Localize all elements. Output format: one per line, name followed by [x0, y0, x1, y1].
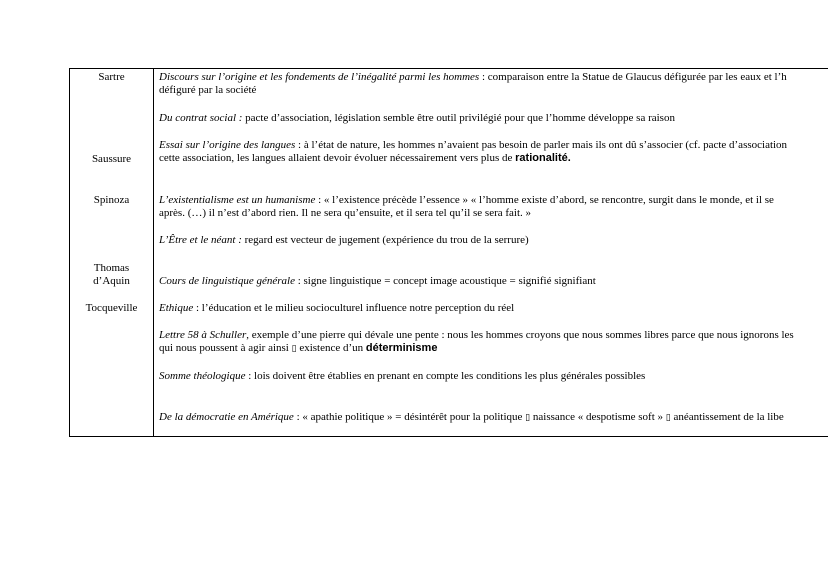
entry-title: Du contrat social : — [159, 112, 243, 124]
entry-ethique: Ethique : l’éducation et le milieu socioculturel influence notre perception du réel — [159, 302, 515, 314]
entry-title: Ethique — [159, 302, 194, 314]
entry-title: L’Être et le néant : — [159, 234, 242, 246]
column-divider — [153, 68, 154, 437]
name-tocqueville: Tocqueville — [85, 302, 138, 314]
entry-existentialisme: L’existentialisme est un humanisme : « l’existence précède l’essence » « l’homme existe d’abord, se rencontre, surgit dans le monde, et il se après. (…) il n’est d’abord rien. Il ne sera qu’ensuite, et il sera tel qu’il se sera fait. » — [159, 194, 774, 219]
name-sartre: Sartre — [98, 71, 125, 83]
entry-title: Lettre 58 à Schuller — [159, 329, 247, 341]
entry-contrat-social: Du contrat social : pacte d’association, législation semble être outil privilégié pour que l’homme développe sa raison — [159, 112, 675, 124]
entry-title: Discours sur l’origine et les fondements de l’inégalité parmi les hommes — [159, 71, 480, 83]
name-spinoza: Spinoza — [93, 194, 130, 206]
entry-title: Cours de linguistique générale — [159, 275, 295, 287]
name-daquin: d’Aquin — [93, 275, 130, 287]
entry-origine-langues: Essai sur l’origine des langues : à l’état de nature, les hommes n’avaient pas besoin de parler mais ils ont dû s’associer (cf. pacte d’association cette association, les langues allaient devoir évoluer nécessairement vers plus de rationalité. — [159, 139, 788, 164]
missing-glyph-icon: ▯ — [291, 344, 297, 354]
entry-cours-linguistique: Cours de linguistique générale : signe linguistique = concept image acoustique = signifié signifiant — [159, 275, 596, 287]
missing-glyph-icon: ▯ — [665, 413, 671, 423]
entry-lettre-58: Lettre 58 à Schuller, exemple d’une pierre qui dévale une pente : nous les hommes croyons que nous sommes libres parce que nous ignorons les qui nous poussent à agir ainsi ▯ existence d’un déterminisme — [159, 329, 794, 354]
entry-title: Essai sur l’origine des langues — [159, 139, 296, 151]
entry-etre-neant: L’Être et le néant : regard est vecteur de jugement (expérience du trou de la serrure) — [159, 234, 529, 246]
name-thomas: Thomas — [93, 262, 130, 274]
entry-title: De la démocratie en Amérique — [159, 411, 294, 423]
entry-discours-inegalite: Discours sur l’origine et les fondements de l’inégalité parmi les hommes : comparaison entre la Statue de Glaucus défigurée par les eaux et l’h défiguré par la société — [159, 71, 787, 96]
name-saussure: Saussure — [91, 153, 132, 165]
entry-somme-theologique: Somme théologique : lois doivent être établies en prenant en compte les conditions les plus générales possibles — [159, 370, 646, 382]
entry-title: Somme théologique — [159, 370, 246, 382]
entry-democratie-amerique: De la démocratie en Amérique : « apathie politique » = désintérêt pour la politique ▯ naissance « despotisme soft » ▯ anéantissement de la libe — [159, 411, 784, 423]
entry-title: L’existentialisme est un humanisme — [159, 194, 316, 206]
missing-glyph-icon: ▯ — [525, 413, 531, 423]
